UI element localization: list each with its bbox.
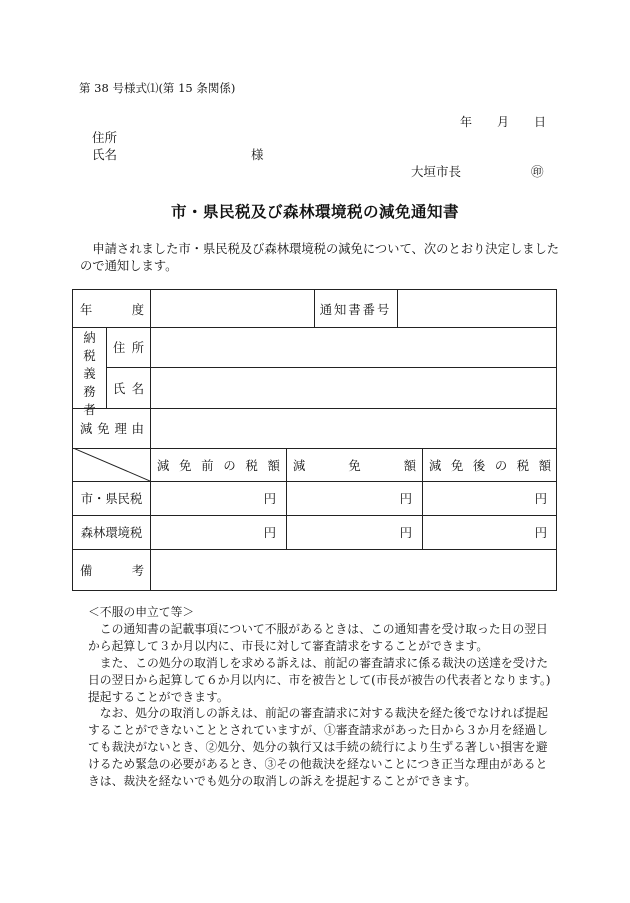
- notes-line: また、この処分の取消しを求める訴えは、前記の審査請求に係る裁決の送達を受けた: [88, 655, 549, 670]
- yen-unit: 円: [534, 492, 547, 506]
- taxpayer-label: 納 税 義 務 者: [83, 331, 96, 417]
- col-reduction-amount: 減 免 額: [293, 458, 416, 473]
- year-label: 年 度: [80, 302, 144, 317]
- col-before-reduction: 減 免 前 の 税 額: [157, 458, 280, 473]
- reduction-table: [72, 289, 557, 591]
- notes-line: きは、裁決を経ないでも処分の取消しの訴えを提起することができます。: [88, 774, 477, 789]
- notes-line: この通知書の記載事項について不服があるときは、この通知書を受け取った日の翌日: [88, 621, 548, 636]
- notes-line: ても裁決がないとき、②処分、処分の執行又は手続の続行により生ずる著しい損害を避: [88, 740, 548, 755]
- taxpayer-address-label: 住 所: [113, 341, 144, 355]
- notes-line: から起算して３か月以内に、市長に対して審査請求をすることができます。: [88, 638, 489, 653]
- issuer-mayor: 大垣市長: [411, 164, 462, 179]
- form-number: 第 38 号様式⑴(第 15 条関係): [79, 81, 236, 95]
- notes-line: することができないこととされていますが、①審査請求があった日から３か月を経過し: [88, 723, 548, 738]
- honorific-sama: 様: [251, 147, 264, 162]
- yen-unit: 円: [534, 526, 547, 540]
- yen-unit: 円: [399, 492, 412, 506]
- recipient-address-label: 住所: [92, 130, 118, 145]
- row-forest-tax-label: 森林環境税: [80, 526, 143, 540]
- notes-line: 日の翌日から起算して６か月以内に、市を被告として(市長が被告の代表者となります。): [88, 672, 551, 687]
- reduction-reason-label: 減 免 理 由: [80, 422, 144, 436]
- appeal-notes: [88, 604, 568, 790]
- intro-text: 申請されました市・県民税及び森林環境税の減免について、次のとおり決定しましたので通知します。: [80, 242, 560, 273]
- notes-line: けるため緊急の必要があるとき、③その他裁決を経ないことにつき正当な理由があると: [88, 757, 548, 772]
- document-title: 市・県民税及び森林環境税の減免通知書: [170, 202, 459, 221]
- date-day: 日: [534, 115, 547, 129]
- diagonal-corner: [73, 448, 150, 481]
- notes-line: 提起することができます。: [88, 689, 229, 704]
- recipient-name-label: 氏名: [92, 147, 118, 162]
- taxpayer-name-label: 氏 名: [113, 381, 144, 396]
- seal-mark: ㊞: [531, 164, 544, 179]
- notice-number-label: 通知書番号: [319, 302, 392, 317]
- yen-unit: 円: [263, 492, 276, 506]
- row-city-tax-label: 市・県民税: [80, 492, 143, 506]
- date-year: 年: [460, 115, 473, 129]
- notes-heading: ＜不服の申立て等＞: [88, 605, 195, 619]
- date-month: 月: [497, 115, 510, 129]
- yen-unit: 円: [263, 526, 276, 540]
- remarks-label: 備 考: [80, 564, 144, 578]
- notes-line: なお、処分の取消しの訴えは、前記の審査請求に対する裁決を経た後でなければ提起: [88, 706, 549, 721]
- col-after-reduction: 減 免 後 の 税 額: [429, 458, 551, 473]
- yen-unit: 円: [399, 526, 412, 540]
